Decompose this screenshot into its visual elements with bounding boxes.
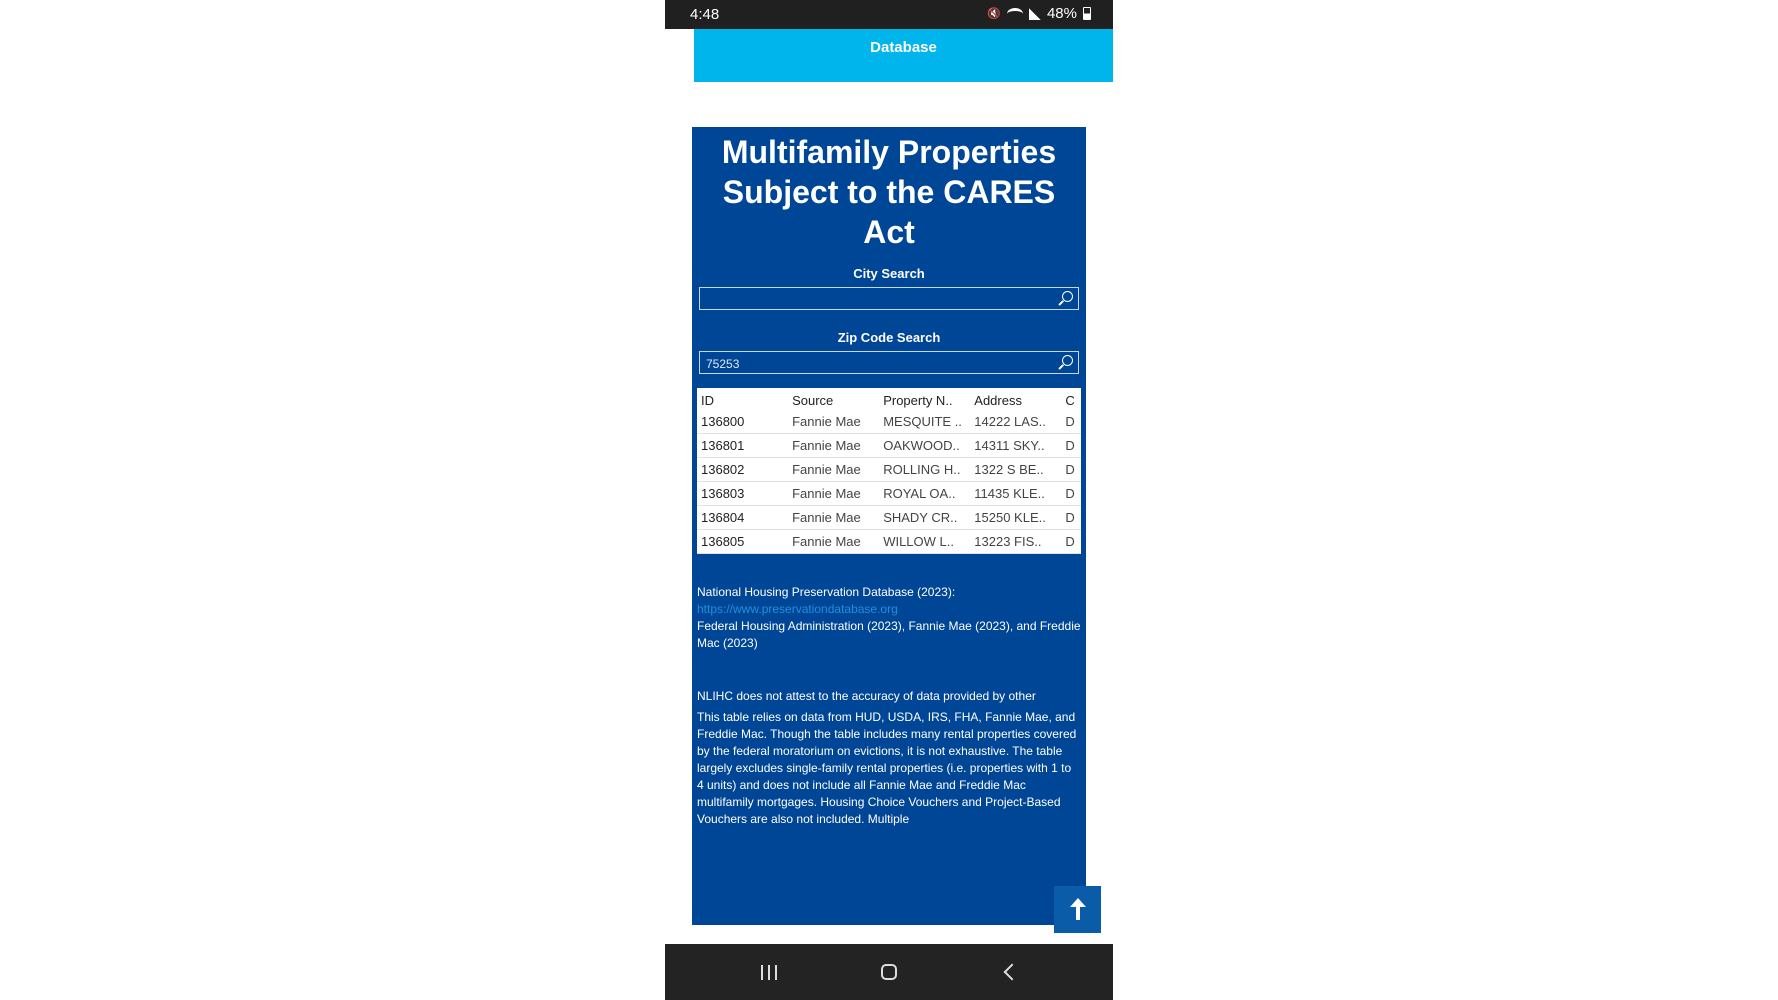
- cell-id: 136805: [701, 534, 745, 549]
- zip-search-value: 75253: [706, 357, 740, 371]
- zip-search-label: Zip Code Search: [837, 330, 941, 345]
- cell-c: D: [1065, 414, 1075, 429]
- header-title: Database: [870, 39, 937, 56]
- cell-source: Fannie Mae: [792, 438, 861, 453]
- cell-source: Fannie Mae: [792, 510, 861, 525]
- cell-address: 14311 SKY..: [974, 438, 1045, 453]
- android-nav-bar: [665, 944, 1113, 1000]
- cell-property-name: MESQUITE ..: [883, 414, 962, 429]
- preservation-database-link[interactable]: https://www.preservationdatabase.org: [697, 602, 898, 616]
- table-row[interactable]: [697, 506, 1081, 530]
- battery-icon: [1083, 7, 1091, 20]
- sources-line-2: Federal Housing Administration (2023), Fannie Mae (2023), and Freddie Mac (2023): [697, 619, 1081, 650]
- cell-id: 136804: [701, 510, 745, 525]
- table-row[interactable]: [697, 410, 1081, 434]
- cell-address: 11435 KLE..: [974, 486, 1045, 501]
- cares-act-card: [692, 127, 1086, 925]
- page-title: Multifamily Properties Subject to the CARES Act: [721, 134, 1057, 250]
- database-header-button[interactable]: [694, 29, 1113, 82]
- cell-c: D: [1065, 534, 1075, 549]
- wifi-icon: [1007, 8, 1023, 20]
- phone-screen: [665, 0, 1113, 1000]
- cell-address: 14222 LAS..: [974, 414, 1046, 429]
- table-row[interactable]: [697, 434, 1081, 458]
- recents-button[interactable]: [729, 944, 809, 1000]
- attest-note: NLIHC does not attest to the accuracy of data provided by other: [697, 689, 1036, 703]
- cell-c: D: [1065, 510, 1075, 525]
- cell-id: 136803: [701, 486, 745, 501]
- home-button[interactable]: [849, 944, 929, 1000]
- zip-search-input[interactable]: [699, 351, 1079, 374]
- back-button[interactable]: [969, 944, 1049, 1000]
- cell-source: Fannie Mae: [792, 486, 861, 501]
- status-icons: [987, 5, 1091, 22]
- table-row[interactable]: [697, 482, 1081, 506]
- sources-note: [692, 584, 1086, 652]
- signal-icon: [1029, 8, 1041, 20]
- cell-address: 1322 S BE..: [974, 462, 1044, 477]
- column-header-id[interactable]: ID: [701, 393, 714, 408]
- cell-address: 13223 FIS..: [974, 534, 1042, 549]
- city-search-label: City Search: [853, 266, 925, 281]
- column-header-address[interactable]: Address: [974, 393, 1022, 408]
- column-header-property-name[interactable]: Property N..: [883, 393, 953, 408]
- cell-id: 136800: [701, 414, 745, 429]
- cell-property-name: ROYAL OA..: [883, 486, 956, 501]
- cell-property-name: ROLLING H..: [883, 462, 961, 477]
- cell-property-name: OAKWOOD..: [883, 438, 960, 453]
- properties-table[interactable]: [697, 388, 1081, 554]
- status-time: 4:48: [690, 6, 720, 23]
- cell-c: D: [1065, 438, 1075, 453]
- column-header-source[interactable]: Source: [792, 393, 834, 408]
- recents-icon: [761, 965, 777, 980]
- table-row[interactable]: [697, 530, 1081, 554]
- mute-icon: [987, 7, 1001, 21]
- cell-property-name: SHADY CR..: [883, 510, 958, 525]
- home-icon: [881, 964, 897, 980]
- cell-source: Fannie Mae: [792, 462, 861, 477]
- back-icon: [1003, 964, 1020, 981]
- description-text: This table relies on data from HUD, USDA, IRS, FHA, Fannie Mae, and Freddie Mac. Though the table includes many rental properties covered by the federal moratorium on evictions, it is not exhaustive. The table largely excludes single-family rental properties (i.e. properties with 1 to 4 units) and does not include all Fannie Mae and Freddie Mac multifamily mortgages. Housing Choice Vouchers and Project-Based Vouchers are also not included. Multiple: [697, 710, 1077, 826]
- cell-id: 136801: [701, 438, 745, 453]
- table-header: [697, 388, 1081, 410]
- table-row[interactable]: [697, 458, 1081, 482]
- cell-c: D: [1065, 486, 1075, 501]
- battery-percent: 48%: [1046, 5, 1077, 22]
- cell-property-name: WILLOW L..: [883, 534, 954, 549]
- column-header-c[interactable]: C: [1065, 393, 1075, 408]
- scroll-to-top-button[interactable]: [1054, 886, 1101, 933]
- cell-address: 15250 KLE..: [974, 510, 1046, 525]
- search-icon[interactable]: [1062, 355, 1073, 366]
- status-bar: [665, 0, 1113, 29]
- cell-c: D: [1065, 462, 1075, 477]
- sources-line-1: National Housing Preservation Database (2023):: [697, 585, 956, 599]
- cell-source: Fannie Mae: [792, 414, 861, 429]
- cell-id: 136802: [701, 462, 745, 477]
- city-search-input[interactable]: [699, 287, 1079, 310]
- cell-source: Fannie Mae: [792, 534, 861, 549]
- search-icon[interactable]: [1062, 291, 1073, 302]
